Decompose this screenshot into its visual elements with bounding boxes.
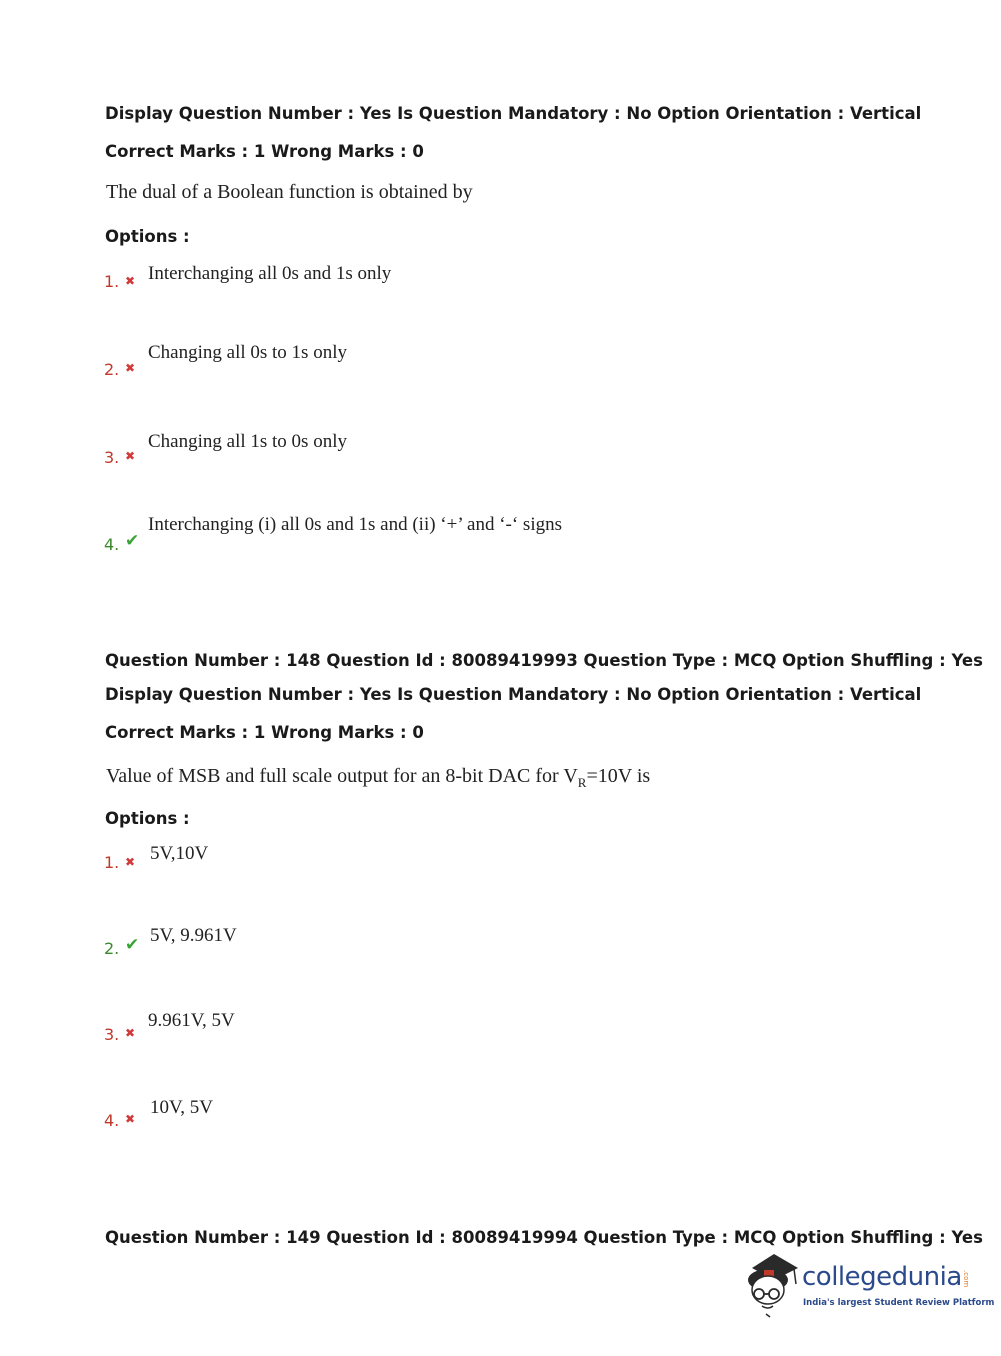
student-mascot-icon	[742, 1250, 802, 1320]
q147-meta-line2: Correct Marks : 1 Wrong Marks : 0	[105, 142, 424, 161]
q148-option-2-text: 5V, 9.961V	[150, 925, 237, 946]
wrong-cross-icon: ✖	[125, 855, 136, 869]
q147-option-2-text: Changing all 0s to 1s only	[148, 342, 347, 363]
collegedunia-logo	[742, 1250, 995, 1320]
q147-option-3-text: Changing all 1s to 0s only	[148, 431, 347, 452]
q148-meta-line1: Question Number : 148 Question Id : 80089419993 Question Type : MCQ Option Shuffling : Yes	[105, 651, 983, 670]
wrong-cross-icon: ✖	[125, 1112, 136, 1126]
q147-option-2-number: 2.	[104, 360, 120, 379]
logo-suffix: .com	[962, 1270, 970, 1288]
wrong-cross-icon: ✖	[125, 1026, 136, 1040]
q148-options-label: Options :	[105, 809, 190, 828]
q148-option-4-text: 10V, 5V	[150, 1097, 213, 1118]
q148-question-post: =10V is	[586, 765, 651, 787]
q147-option-4-number: 4.	[104, 535, 120, 554]
wrong-cross-icon: ✖	[125, 274, 136, 288]
q147-option-3-number: 3.	[104, 448, 120, 467]
q147-option-1-text: Interchanging all 0s and 1s only	[148, 263, 392, 284]
q148-option-1-text: 5V,10V	[150, 843, 209, 864]
q148-option-4-number: 4.	[104, 1111, 120, 1130]
q147-options-label: Options :	[105, 227, 190, 246]
q147-question-text: The dual of a Boolean function is obtained by	[106, 181, 473, 203]
logo-wordmark: collegedunia	[802, 1262, 962, 1292]
q149-meta-line1: Question Number : 149 Question Id : 80089419994 Question Type : MCQ Option Shuffling : Yes	[105, 1228, 983, 1247]
q148-option-1-number: 1.	[104, 853, 120, 872]
wrong-cross-icon: ✖	[125, 361, 136, 375]
q148-meta-line3: Correct Marks : 1 Wrong Marks : 0	[105, 723, 424, 742]
q148-option-3-text: 9.961V, 5V	[148, 1010, 235, 1031]
q148-question-pre: Value of MSB and full scale output for an 8-bit DAC for V	[106, 765, 578, 787]
logo-tagline: India's largest Student Review Platform	[803, 1298, 995, 1308]
q148-option-3-number: 3.	[104, 1025, 120, 1044]
q147-option-4-text: Interchanging (i) all 0s and 1s and (ii) ‘+’ and ‘-‘ signs	[148, 514, 562, 535]
q147-option-1-number: 1.	[104, 272, 120, 291]
q148-question-subscript: R	[577, 775, 587, 790]
q148-question-text	[106, 765, 650, 791]
wrong-cross-icon: ✖	[125, 449, 136, 463]
correct-check-icon: ✔	[125, 935, 140, 955]
q148-option-2-number: 2.	[104, 939, 120, 958]
q148-meta-line2: Display Question Number : Yes Is Question Mandatory : No Option Orientation : Vertical	[105, 685, 922, 704]
q147-meta-line1: Display Question Number : Yes Is Question Mandatory : No Option Orientation : Vertical	[105, 104, 922, 123]
correct-check-icon: ✔	[125, 531, 140, 551]
